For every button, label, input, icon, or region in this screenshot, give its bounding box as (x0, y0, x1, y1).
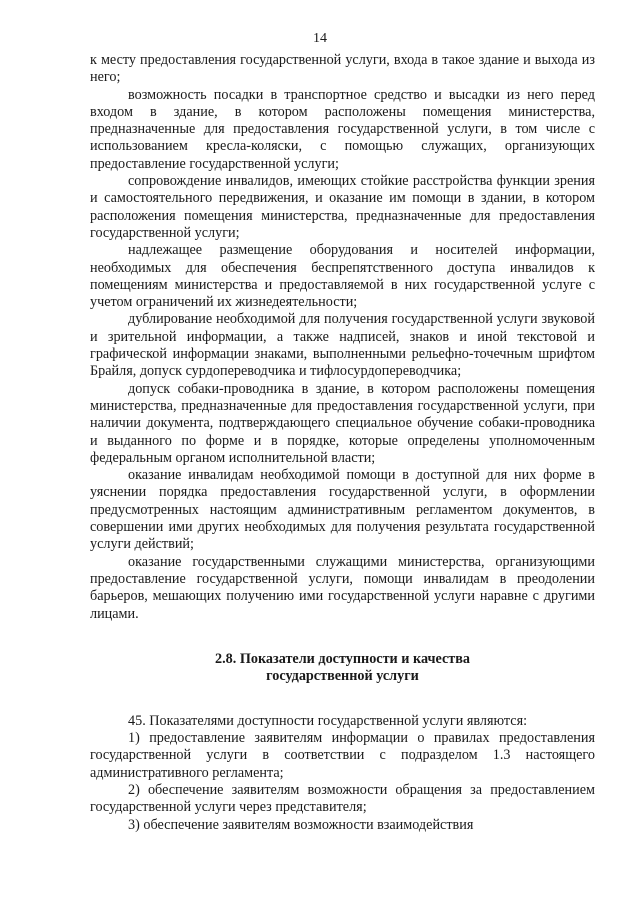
paragraph: надлежащее размещение оборудования и носителей информации, необходимых для обеспечения беспрепятственного доступа инвалидов к помещениям министерства и предоставляемой в них государственной услуге с учетом ограничений их жизнедеятельности; (90, 242, 595, 311)
paragraph: сопровождение инвалидов, имеющих стойкие расстройства функции зрения и самостоятельного передвижения, и оказание им помощи в здании, в котором расположения помещения министерства, предназначенные для предоставления государственной услуги; (90, 173, 595, 241)
list-item: 3) обеспечение заявителям возможности взаимодействия (128, 816, 474, 833)
document-body (90, 52, 595, 834)
paragraph: дублирование необходимой для получения государственной услуги звуковой и зрительной информации, а также надписей, знаков и иной текстовой и графической информации знаками, выполненными рельефно-точечным шрифтом Брайля, допуск сурдопереводчика и тифлосурдопереводчика; (90, 311, 595, 380)
section-heading (90, 651, 595, 686)
paragraph: возможность посадки в транспортное средство и высадки из него перед входом в здание, в котором расположены помещения министерства, предназначенные для предоставления государственной услуги, в том числе с использованием кресла-коляски, с помощью служащих, организующих предоставление государственной услуги; (90, 86, 595, 172)
paragraph: 45. Показателями доступности государственной услуги являются: (128, 712, 528, 729)
paragraph: оказание инвалидам необходимой помощи в доступной для них форме в уяснении порядка предоставления государственной услуги, в оформлении предусмотренных настоящим административным регламентом документов, в совершении ими других необходимых для получения результата государственной услуги действий; (90, 467, 595, 553)
section-heading-line: государственной услуги (266, 668, 419, 685)
section-heading-line: 2.8. Показатели доступности и качества (215, 650, 470, 667)
paragraph: допуск собаки-проводника в здание, в котором расположены помещения министерства, предназначенные для предоставления государственной услуги, при наличии документа, подтверждающего специальное обучение собаки-проводника и выданного по форме и в порядке, которые определены уполномоченным федеральным органом исполнительной власти; (90, 380, 595, 466)
list-item: 1) предоставление заявителям информации о правилах предоставления государственной услуги в соответствии с подразделом 1.3 настоящего административного регламента; (90, 730, 595, 781)
paragraph: оказание государственными служащими министерства, организующими предоставление государственной услуги, помощи инвалидам в преодолении барьеров, мешающих получению ими государственной услуги наравне с другими лицами. (90, 553, 595, 622)
list-item: 2) обеспечение заявителям возможности обращения за предоставлением государственной услуги через представителя; (90, 781, 595, 816)
page-number: 14 (313, 31, 327, 46)
paragraph: к месту предоставления государственной услуги, входа в такое здание и выхода из него; (90, 52, 595, 86)
